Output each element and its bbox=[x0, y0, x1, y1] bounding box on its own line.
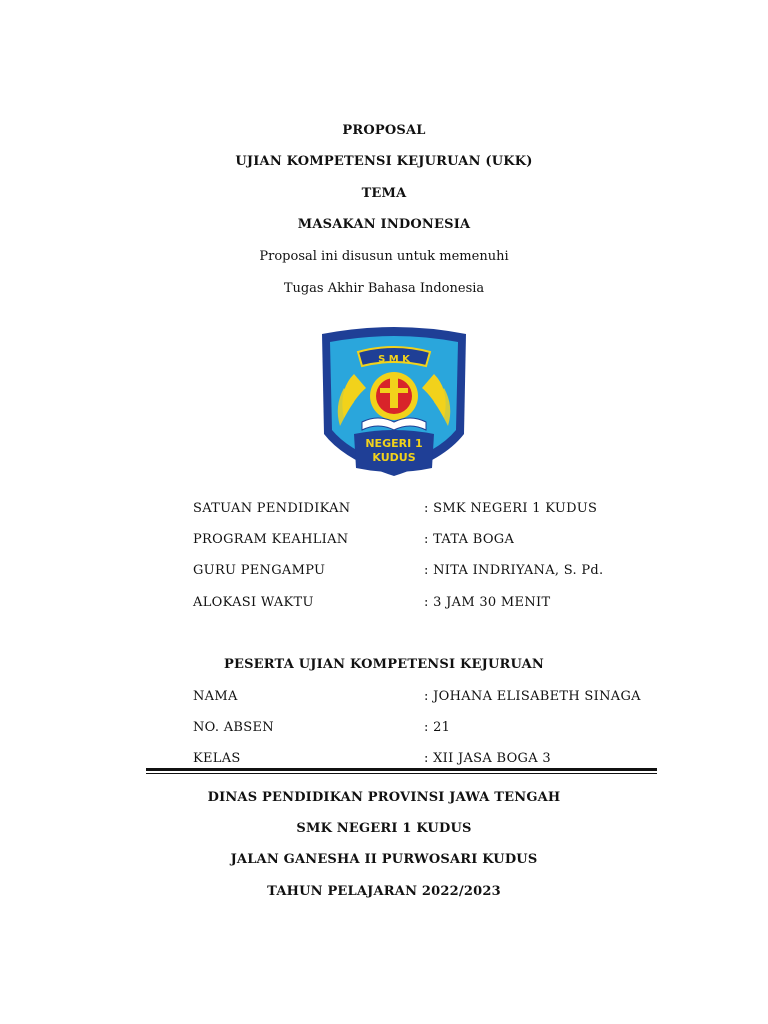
logo-bottom-text-2: KUDUS bbox=[372, 451, 416, 464]
footer-year: TAHUN PELAJARAN 2022/2023 bbox=[267, 884, 501, 899]
participant-value: : JOHANA ELISABETH SINAGA bbox=[424, 689, 641, 704]
info-value: : SMK NEGERI 1 KUDUS bbox=[424, 501, 598, 516]
info-value: : 3 JAM 30 MENIT bbox=[424, 595, 551, 610]
exam-title: UJIAN KOMPETENSI KEJURUAN (UKK) bbox=[235, 154, 533, 169]
purpose-line-2: Tugas Akhir Bahasa Indonesia bbox=[283, 281, 485, 296]
logo-top-text: S M K bbox=[378, 354, 410, 365]
footer-agency: DINAS PENDIDIKAN PROVINSI JAWA TENGAH bbox=[207, 790, 561, 805]
info-value: : TATA BOGA bbox=[424, 532, 515, 547]
divider-thin bbox=[146, 773, 657, 774]
purpose-line-1: Proposal ini disusun untuk memenuhi bbox=[259, 249, 509, 264]
footer-address: JALAN GANESHA II PURWOSARI KUDUS bbox=[230, 852, 538, 867]
info-label: PROGRAM KEAHLIAN bbox=[193, 532, 349, 547]
info-label: ALOKASI WAKTU bbox=[193, 595, 314, 610]
theme-label: TEMA bbox=[361, 186, 407, 201]
participant-label: NAMA bbox=[193, 689, 238, 704]
participant-value: : 21 bbox=[424, 720, 451, 735]
logo-bottom-text-1: NEGERI 1 bbox=[365, 437, 423, 450]
doc-title: PROPOSAL bbox=[342, 123, 426, 138]
divider-thick bbox=[146, 768, 657, 771]
info-value: : NITA INDRIYANA, S. Pd. bbox=[424, 563, 604, 578]
participant-heading: PESERTA UJIAN KOMPETENSI KEJURUAN bbox=[223, 657, 544, 672]
participant-label: KELAS bbox=[193, 751, 241, 766]
info-label: SATUAN PENDIDIKAN bbox=[193, 501, 351, 516]
participant-value: : XII JASA BOGA 3 bbox=[424, 751, 551, 766]
school-logo bbox=[314, 326, 474, 478]
footer-school: SMK NEGERI 1 KUDUS bbox=[296, 821, 472, 836]
info-label: GURU PENGAMPU bbox=[193, 563, 326, 578]
participant-label: NO. ABSEN bbox=[193, 720, 274, 735]
theme-value: MASAKAN INDONESIA bbox=[297, 217, 471, 232]
